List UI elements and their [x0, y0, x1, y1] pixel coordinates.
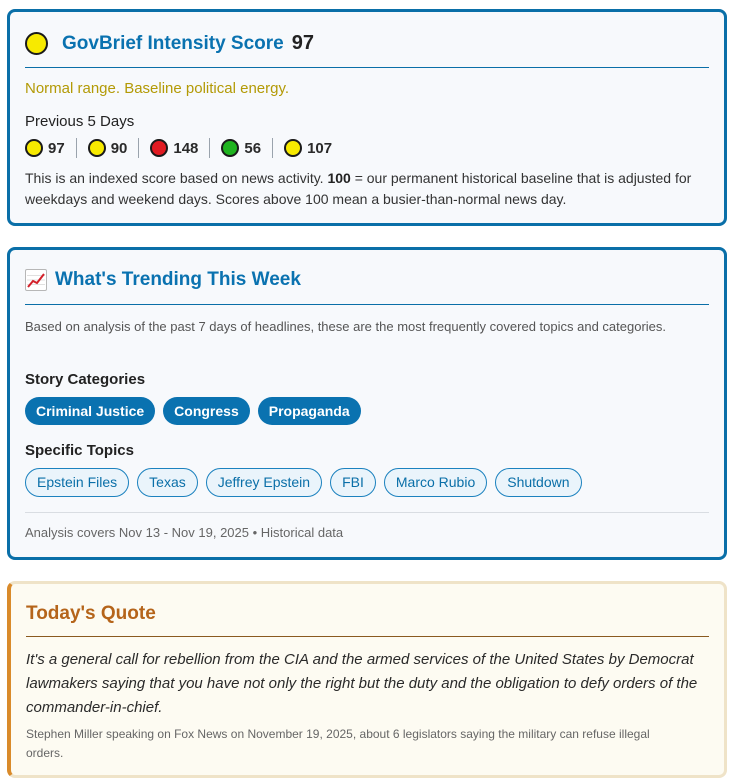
- quote-attribution: Stephen Miller speaking on Fox News on November 19, 2025, about 6 legislators saying the military can refuse illegal orders.: [26, 727, 650, 760]
- categories-label: Story Categories: [25, 371, 146, 388]
- intensity-title: GovBrief Intensity Score: [62, 32, 284, 54]
- topic-tag[interactable]: Jeffrey Epstein: [206, 468, 322, 497]
- intensity-header: [25, 32, 709, 55]
- previous-day-score: 90: [110, 139, 128, 157]
- topic-tag[interactable]: Epstein Files: [25, 468, 129, 497]
- title-divider: [25, 67, 709, 68]
- topic-tag[interactable]: Shutdown: [495, 468, 581, 497]
- separator: [272, 138, 273, 158]
- separator: [209, 138, 210, 158]
- quote-title: Today's Quote: [26, 603, 156, 624]
- category-tag[interactable]: Criminal Justice: [25, 397, 155, 425]
- previous-day-score: 107: [307, 139, 333, 157]
- category-tag[interactable]: Propaganda: [258, 397, 361, 425]
- score-indicator-icon: [150, 139, 168, 157]
- score-indicator-icon: [25, 32, 48, 55]
- previous-day-score: 97: [48, 139, 65, 157]
- topic-tag[interactable]: Texas: [137, 468, 198, 497]
- category-list: [25, 397, 361, 425]
- score-indicator-icon: [221, 139, 239, 157]
- quote-text: It's a general call for rebellion from the CIA and the armed services of the United States by Democrat lawmakers saying that you have not only the right but the duty and the obligation to defy orders of the commander-in-chief.: [26, 651, 698, 716]
- previous-days-list: [25, 135, 332, 161]
- separator: [138, 138, 139, 158]
- previous-day-score: 56: [244, 139, 262, 157]
- previous-day-item: [150, 139, 198, 157]
- previous-day-item: [25, 139, 65, 157]
- baseline-value: 100: [327, 170, 351, 186]
- title-divider: [26, 636, 709, 637]
- description-text: = our permanent historical baseline that is adjusted for weekdays and weekend days. Scores above 100 mean a busier-than-normal news day.: [25, 170, 692, 207]
- footer-divider: [25, 512, 709, 513]
- score-indicator-icon: [284, 139, 302, 157]
- previous-day-score: 148: [173, 139, 199, 157]
- topic-tag[interactable]: FBI: [330, 468, 376, 497]
- chart-increasing-icon: [25, 269, 47, 291]
- description-text: This is an indexed score based on news activity.: [25, 170, 328, 186]
- trending-header: [25, 269, 709, 291]
- trending-card: [7, 247, 727, 560]
- category-tag[interactable]: Congress: [163, 397, 250, 425]
- score-indicator-icon: [88, 139, 106, 157]
- previous-day-item: [284, 139, 332, 157]
- status-text: Normal range. Baseline political energy.: [25, 80, 290, 97]
- trending-title: What's Trending This Week: [55, 269, 301, 290]
- topic-list: [25, 468, 582, 497]
- intensity-score: 97: [291, 32, 314, 54]
- title-divider: [25, 304, 709, 305]
- score-indicator-icon: [25, 139, 43, 157]
- topic-tag[interactable]: Marco Rubio: [384, 468, 487, 497]
- analysis-footer: Analysis covers Nov 13 - Nov 19, 2025 • Historical data: [25, 525, 344, 540]
- previous-day-item: [221, 139, 261, 157]
- previous-day-item: [88, 139, 128, 157]
- trending-description: Based on analysis of the past 7 days of headlines, these are the most frequently covered topics and categories.: [25, 319, 666, 334]
- intensity-description: [25, 168, 694, 210]
- separator: [76, 138, 77, 158]
- topics-label: Specific Topics: [25, 442, 134, 459]
- intensity-score-card: [7, 9, 727, 226]
- previous-days-label: Previous 5 Days: [25, 113, 135, 130]
- quote-card: [7, 581, 727, 778]
